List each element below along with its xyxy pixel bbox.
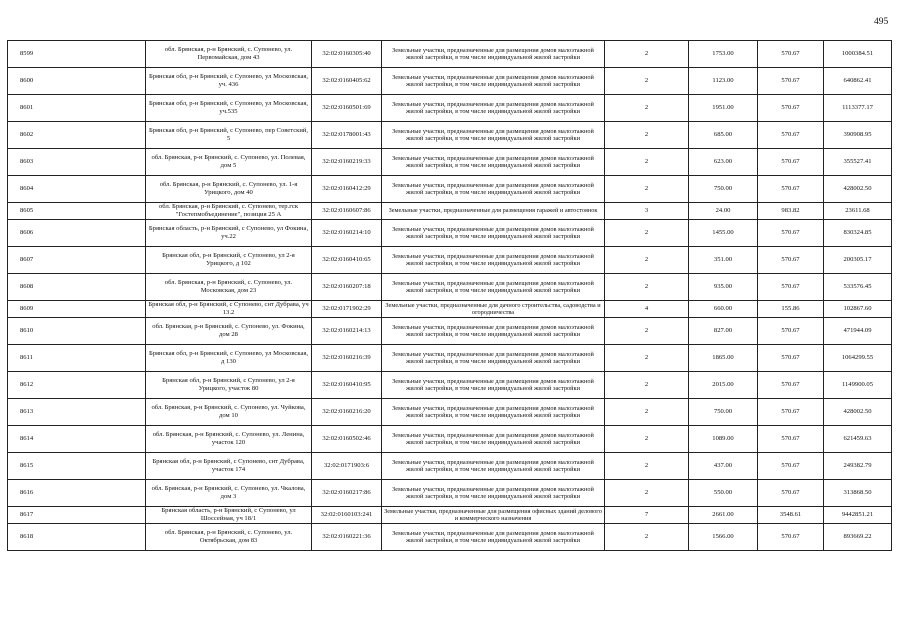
address-cell: обл. Брянская, р-н Брянский, с. Супонево, ул. Октябрьская, дом 83 — [146, 524, 312, 551]
rate-cell: 570.67 — [758, 426, 824, 453]
area-cell: 2661.00 — [689, 507, 758, 524]
address-cell: обл. Брянская, р-н Брянский, с. Супонево, ул. Фокина, дом 28 — [146, 318, 312, 345]
address-cell: обл. Брянская, р-н Брянский, с. Супонево, ул. Ленина, участок 120 — [146, 426, 312, 453]
rate-cell: 570.67 — [758, 68, 824, 95]
land-use-cell: Земельные участки, предназначенные для размещения домов малоэтажной жилой застройки, в том числе индивидуальной жилой застройки — [382, 176, 605, 203]
value-cell: 1000384.51 — [824, 41, 892, 68]
row-number: 8608 — [8, 274, 146, 301]
table-row — [8, 149, 892, 176]
rate-cell: 570.67 — [758, 524, 824, 551]
table-row — [8, 95, 892, 122]
address-cell: Брянская обл, р-н Брянский, с Супонево, ул Московская, уч.535 — [146, 95, 312, 122]
cadastral-number-cell: 32:02:0160216:20 — [312, 399, 382, 426]
value-cell: 249382.79 — [824, 453, 892, 480]
land-use-cell: Земельные участки, предназначенные для размещения домов малоэтажной жилой застройки, в том числе индивидуальной жилой застройки — [382, 524, 605, 551]
address-cell: Брянская обл, р-н Брянский, с Супонево, ул 2-я Урицкого, д 102 — [146, 247, 312, 274]
cadastral-number-cell: 32:02:0160405:62 — [312, 68, 382, 95]
cadastral-number-cell: 32:02:0160219:33 — [312, 149, 382, 176]
value-cell: 23611.68 — [824, 203, 892, 220]
value-cell: 313868.50 — [824, 480, 892, 507]
rate-cell: 3548.61 — [758, 507, 824, 524]
cadastral-number-cell: 32:02:0160103:241 — [312, 507, 382, 524]
land-use-cell: Земельные участки, предназначенные для размещения домов малоэтажной жилой застройки, в том числе индивидуальной жилой застройки — [382, 247, 605, 274]
area-cell: 1753.00 — [689, 41, 758, 68]
land-use-cell: Земельные участки, предназначенные для размещения домов малоэтажной жилой застройки, в том числе индивидуальной жилой застройки — [382, 345, 605, 372]
area-cell: 1123.00 — [689, 68, 758, 95]
rate-cell: 983.82 — [758, 203, 824, 220]
land-use-cell: Земельные участки, предназначенные для размещения домов малоэтажной жилой застройки, в том числе индивидуальной жилой застройки — [382, 372, 605, 399]
rate-cell: 570.67 — [758, 399, 824, 426]
area-cell: 437.00 — [689, 453, 758, 480]
area-cell: 827.00 — [689, 318, 758, 345]
area-cell: 2015.00 — [689, 372, 758, 399]
cadastral-number-cell: 32:02:0160207:18 — [312, 274, 382, 301]
land-use-cell: Земельные участки, предназначенные для размещения офисных зданий делового и коммерческого назначения — [382, 507, 605, 524]
group-cell: 2 — [605, 453, 689, 480]
rate-cell: 570.67 — [758, 149, 824, 176]
table-row — [8, 507, 892, 524]
group-cell: 7 — [605, 507, 689, 524]
row-number: 8614 — [8, 426, 146, 453]
table-row — [8, 524, 892, 551]
rate-cell: 570.67 — [758, 480, 824, 507]
row-number: 8606 — [8, 220, 146, 247]
table-row — [8, 480, 892, 507]
rate-cell: 570.67 — [758, 176, 824, 203]
rate-cell: 570.67 — [758, 372, 824, 399]
area-cell: 1455.00 — [689, 220, 758, 247]
table-row — [8, 372, 892, 399]
land-use-cell: Земельные участки, предназначенные для размещения домов малоэтажной жилой застройки, в том числе индивидуальной жилой застройки — [382, 68, 605, 95]
value-cell: 471944.09 — [824, 318, 892, 345]
area-cell: 550.00 — [689, 480, 758, 507]
group-cell: 2 — [605, 318, 689, 345]
rate-cell: 570.67 — [758, 95, 824, 122]
address-cell: Брянская обл, р-н Брянский, с Супонево, снт Дубрава, уч 13.2 — [146, 301, 312, 318]
address-cell: Брянская обл, р-н Брянский, с Супонево, пер Советский, 5 — [146, 122, 312, 149]
cadastral-number-cell: 32:02:0160217:86 — [312, 480, 382, 507]
table-row — [8, 274, 892, 301]
group-cell: 2 — [605, 220, 689, 247]
row-number: 8613 — [8, 399, 146, 426]
row-number: 8605 — [8, 203, 146, 220]
rate-cell: 570.67 — [758, 318, 824, 345]
land-use-cell: Земельные участки, предназначенные для размещения домов малоэтажной жилой застройки, в том числе индивидуальной жилой застройки — [382, 318, 605, 345]
group-cell: 2 — [605, 122, 689, 149]
group-cell: 2 — [605, 274, 689, 301]
address-cell: обл. Брянская, р-н Брянский, с. Супонево, ул. Первомайская, дом 43 — [146, 41, 312, 68]
page-number: 495 — [874, 17, 889, 27]
row-number: 8601 — [8, 95, 146, 122]
cadastral-number-cell: 32:02:0160410:65 — [312, 247, 382, 274]
group-cell: 4 — [605, 301, 689, 318]
cadastral-number-cell: 32:02:0171903:6 — [312, 453, 382, 480]
value-cell: 9442851.21 — [824, 507, 892, 524]
area-cell: 623.00 — [689, 149, 758, 176]
group-cell: 2 — [605, 149, 689, 176]
land-use-cell: Земельные участки, предназначенные для размещения домов малоэтажной жилой застройки, в том числе индивидуальной жилой застройки — [382, 149, 605, 176]
area-cell: 1865.00 — [689, 345, 758, 372]
address-cell: обл. Брянская, р-н Брянский, с. Супонево, ул. Полевая, дом 5 — [146, 149, 312, 176]
value-cell: 893669.22 — [824, 524, 892, 551]
area-cell: 750.00 — [689, 176, 758, 203]
group-cell: 2 — [605, 95, 689, 122]
value-cell: 355527.41 — [824, 149, 892, 176]
area-cell: 24.00 — [689, 203, 758, 220]
value-cell: 102867.60 — [824, 301, 892, 318]
cadastral-number-cell: 32:02:0160221:36 — [312, 524, 382, 551]
land-use-cell: Земельные участки, предназначенные для размещения домов малоэтажной жилой застройки, в том числе индивидуальной жилой застройки — [382, 453, 605, 480]
area-cell: 1951.00 — [689, 95, 758, 122]
area-cell: 685.00 — [689, 122, 758, 149]
land-use-cell: Земельные участки, предназначенные для дачного строительства, садоводства и огородничества — [382, 301, 605, 318]
cadastral-number-cell: 32:02:0160501:69 — [312, 95, 382, 122]
rate-cell: 570.67 — [758, 41, 824, 68]
area-cell: 750.00 — [689, 399, 758, 426]
row-number: 8615 — [8, 453, 146, 480]
area-cell: 660.00 — [689, 301, 758, 318]
row-number: 8618 — [8, 524, 146, 551]
row-number: 8603 — [8, 149, 146, 176]
value-cell: 390908.95 — [824, 122, 892, 149]
cadastral-number-cell: 32:02:0160214:13 — [312, 318, 382, 345]
cadastral-number-cell: 32:02:0160214:10 — [312, 220, 382, 247]
group-cell: 2 — [605, 372, 689, 399]
land-use-cell: Земельные участки, предназначенные для размещения домов малоэтажной жилой застройки, в том числе индивидуальной жилой застройки — [382, 41, 605, 68]
land-use-cell: Земельные участки, предназначенные для размещения гаражей и автостоянок — [382, 203, 605, 220]
row-number: 8600 — [8, 68, 146, 95]
group-cell: 2 — [605, 426, 689, 453]
group-cell: 2 — [605, 399, 689, 426]
row-number: 8617 — [8, 507, 146, 524]
value-cell: 200305.17 — [824, 247, 892, 274]
row-number: 8610 — [8, 318, 146, 345]
address-cell: обл. Брянская, р-н Брянский, с. Супонево, ул. Чкалова, дом 3 — [146, 480, 312, 507]
address-cell: Брянская обл, р-н Брянский, с Супонево, снт Дубрава, участок 174 — [146, 453, 312, 480]
table-row — [8, 176, 892, 203]
value-cell: 830324.85 — [824, 220, 892, 247]
address-cell: обл. Брянская, р-н Брянский, с. Супонево, ул. 1-я Урицкого, дом 40 — [146, 176, 312, 203]
address-cell: Брянская область, р-н Брянский, с Супонево, ул Шоссейная, уч 18/1 — [146, 507, 312, 524]
value-cell: 1113377.17 — [824, 95, 892, 122]
value-cell: 621459.63 — [824, 426, 892, 453]
rate-cell: 570.67 — [758, 274, 824, 301]
address-cell: Брянская обл, р-н Брянский, с Супонево, ул Московская, д 130 — [146, 345, 312, 372]
cadastral-number-cell: 32:02:0160607:86 — [312, 203, 382, 220]
land-use-cell: Земельные участки, предназначенные для размещения домов малоэтажной жилой застройки, в том числе индивидуальной жилой застройки — [382, 95, 605, 122]
table-row — [8, 247, 892, 274]
value-cell: 428002.50 — [824, 176, 892, 203]
table-row — [8, 301, 892, 318]
group-cell: 2 — [605, 524, 689, 551]
land-use-cell: Земельные участки, предназначенные для размещения домов малоэтажной жилой застройки, в том числе индивидуальной жилой застройки — [382, 426, 605, 453]
table-row — [8, 426, 892, 453]
group-cell: 2 — [605, 247, 689, 274]
row-number: 8602 — [8, 122, 146, 149]
table-row — [8, 41, 892, 68]
table-row — [8, 318, 892, 345]
land-use-cell: Земельные участки, предназначенные для размещения домов малоэтажной жилой застройки, в том числе индивидуальной жилой застройки — [382, 220, 605, 247]
table-row — [8, 68, 892, 95]
land-use-cell: Земельные участки, предназначенные для размещения домов малоэтажной жилой застройки, в том числе индивидуальной жилой застройки — [382, 399, 605, 426]
area-cell: 935.00 — [689, 274, 758, 301]
group-cell: 2 — [605, 480, 689, 507]
rate-cell: 570.67 — [758, 220, 824, 247]
address-cell: Брянская область, р-н Брянский, с Супонево, ул Фокина, уч.22 — [146, 220, 312, 247]
table-body — [8, 41, 892, 551]
table-row — [8, 203, 892, 220]
address-cell: обл. Брянская, р-н Брянский, с. Супонево, тер.гск "Гостепмобъединение", позиция 25 А — [146, 203, 312, 220]
cadastral-value-table — [7, 40, 892, 551]
row-number: 8604 — [8, 176, 146, 203]
value-cell: 1064299.55 — [824, 345, 892, 372]
row-number: 8616 — [8, 480, 146, 507]
area-cell: 1566.00 — [689, 524, 758, 551]
cadastral-number-cell: 32:02:0178001:43 — [312, 122, 382, 149]
row-number: 8611 — [8, 345, 146, 372]
land-use-cell: Земельные участки, предназначенные для размещения домов малоэтажной жилой застройки, в том числе индивидуальной жилой застройки — [382, 480, 605, 507]
cadastral-number-cell: 32:02:0160216:39 — [312, 345, 382, 372]
row-number: 8607 — [8, 247, 146, 274]
land-use-cell: Земельные участки, предназначенные для размещения домов малоэтажной жилой застройки, в том числе индивидуальной жилой застройки — [382, 122, 605, 149]
group-cell: 2 — [605, 176, 689, 203]
row-number: 8599 — [8, 41, 146, 68]
table-row — [8, 220, 892, 247]
address-cell: Брянская обл, р-н Брянский, с Супонево, ул 2-я Урицкого, участок 80 — [146, 372, 312, 399]
table-row — [8, 345, 892, 372]
rate-cell: 570.67 — [758, 345, 824, 372]
cadastral-number-cell: 32:02:0160410:95 — [312, 372, 382, 399]
cadastral-number-cell: 32:02:0160412:29 — [312, 176, 382, 203]
rate-cell: 155.86 — [758, 301, 824, 318]
cadastral-number-cell: 32:02:0160502:46 — [312, 426, 382, 453]
area-cell: 1089.00 — [689, 426, 758, 453]
value-cell: 533576.45 — [824, 274, 892, 301]
table-row — [8, 122, 892, 149]
table-row — [8, 399, 892, 426]
group-cell: 2 — [605, 345, 689, 372]
value-cell: 428002.50 — [824, 399, 892, 426]
table-row — [8, 453, 892, 480]
area-cell: 351.00 — [689, 247, 758, 274]
cadastral-number-cell: 32:02:0160305:40 — [312, 41, 382, 68]
row-number: 8609 — [8, 301, 146, 318]
value-cell: 640862.41 — [824, 68, 892, 95]
rate-cell: 570.67 — [758, 247, 824, 274]
row-number: 8612 — [8, 372, 146, 399]
rate-cell: 570.67 — [758, 122, 824, 149]
address-cell: обл. Брянская, р-н Брянский, с. Супонево, ул. Чуйкова, дом 10 — [146, 399, 312, 426]
value-cell: 1149900.05 — [824, 372, 892, 399]
land-use-cell: Земельные участки, предназначенные для размещения домов малоэтажной жилой застройки, в том числе индивидуальной жилой застройки — [382, 274, 605, 301]
group-cell: 2 — [605, 68, 689, 95]
cadastral-number-cell: 32:02:0171902:29 — [312, 301, 382, 318]
rate-cell: 570.67 — [758, 453, 824, 480]
address-cell: обл. Брянская, р-н Брянский, с. Супонево, ул. Московская, дом 23 — [146, 274, 312, 301]
group-cell: 2 — [605, 41, 689, 68]
group-cell: 3 — [605, 203, 689, 220]
address-cell: Брянская обл, р-н Брянский, с Супонево, ул Московская, уч. 436 — [146, 68, 312, 95]
